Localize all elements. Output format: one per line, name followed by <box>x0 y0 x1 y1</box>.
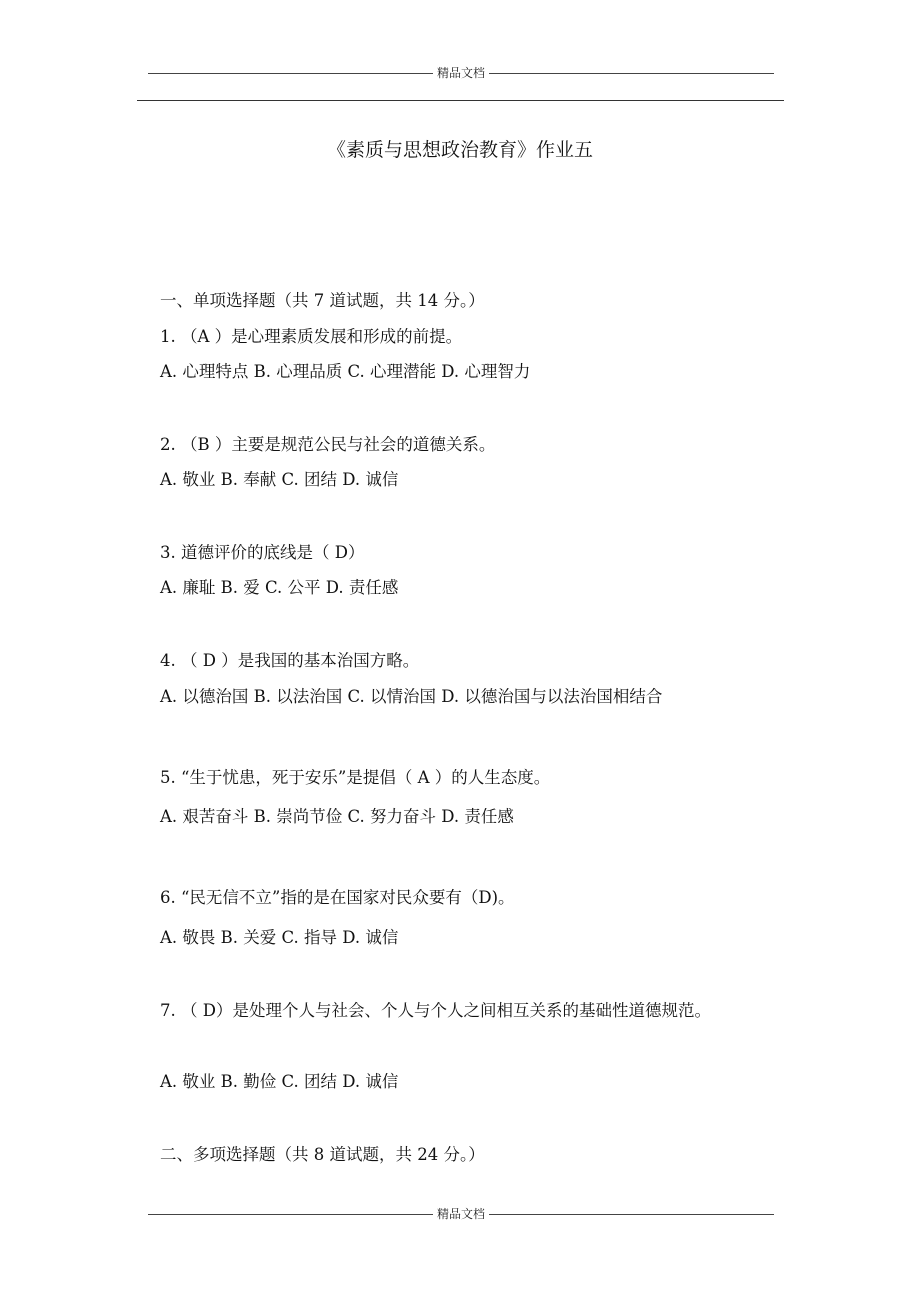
question-6: 6. “民无信不立”指的是在国家对民众要有（D)。 <box>160 888 515 907</box>
question-4-options: A. 以德治国 B. 以法治国 C. 以情治国 D. 以德治国与以法治国相结合 <box>160 687 663 706</box>
question-5: 5. “生于忧患，死于安乐”是提倡（ A ）的人生态度。 <box>160 768 551 787</box>
question-2-options: A. 敬业 B. 奉献 C. 团结 D. 诚信 <box>160 470 399 489</box>
question-3-options: A. 廉耻 B. 爱 C. 公平 D. 责任感 <box>160 578 399 597</box>
page-header <box>148 64 774 82</box>
header-dash-left <box>148 73 433 74</box>
question-1-options: A. 心理特点 B. 心理品质 C. 心理潜能 D. 心理智力 <box>160 362 531 381</box>
header-dash-right <box>489 73 774 74</box>
page-footer <box>148 1205 774 1223</box>
question-7-options: A. 敬业 B. 勤俭 C. 团结 D. 诚信 <box>160 1072 399 1091</box>
question-5-options: A. 艰苦奋斗 B. 崇尚节俭 C. 努力奋斗 D. 责任感 <box>160 807 514 826</box>
section-1-heading: 一、单项选择题（共 7 道试题，共 14 分。） <box>160 291 485 310</box>
question-1: 1. （A ）是心理素质发展和形成的前提。 <box>160 327 463 346</box>
document-title: 《素质与思想政治教育》作业五 <box>326 139 593 161</box>
question-2: 2. （B ）主要是规范公民与社会的道德关系。 <box>160 435 496 454</box>
header-label: 精品文档 <box>437 66 486 80</box>
header-rule <box>137 100 784 101</box>
question-7: 7. （ D）是处理个人与社会、个人与个人之间相互关系的基础性道德规范。 <box>160 1001 711 1020</box>
question-4: 4. （ D ）是我国的基本治国方略。 <box>160 651 420 670</box>
section-2-heading: 二、多项选择题（共 8 道试题，共 24 分。） <box>160 1145 485 1164</box>
footer-dash-right <box>489 1214 774 1215</box>
footer-label: 精品文档 <box>437 1207 486 1221</box>
footer-dash-left <box>148 1214 433 1215</box>
question-6-options: A. 敬畏 B. 关爱 C. 指导 D. 诚信 <box>160 928 399 947</box>
question-3: 3. 道德评价的底线是（ D） <box>160 543 365 562</box>
